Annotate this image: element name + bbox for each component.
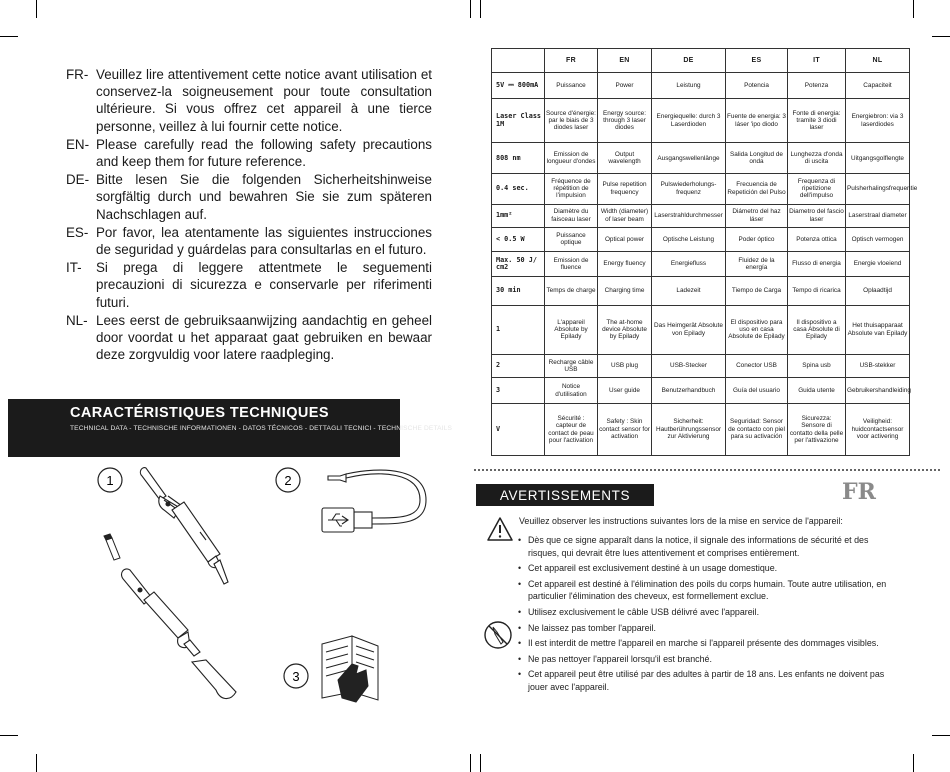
spec-cell: Power bbox=[598, 73, 652, 99]
intro-text: Veuillez lire attentivement cette notice avant utilisation et conservez-la soigneusement pour toute consultation ultérieure. Si vous offrez cet appareil à une tierce personne, veillez à lui fournir cette notice. bbox=[96, 67, 432, 134]
spec-key-cell: Max. 50 J/ cm2 bbox=[492, 251, 545, 277]
spec-cell: Diametro del fascio laser bbox=[788, 204, 846, 227]
spec-cell: Temps de charge bbox=[545, 277, 598, 305]
spec-cell: Frequenza di ripetizione dell'impulso bbox=[788, 174, 846, 205]
spec-cell: Ausgangswellenlänge bbox=[652, 143, 726, 174]
column-header: IT bbox=[788, 49, 846, 73]
tip-cap-icon bbox=[104, 534, 120, 560]
spec-cell: Source d'énergie: par le biais de 3 diodes laser bbox=[545, 98, 598, 143]
spec-cell: Energiebron: via 3 laserdiodes bbox=[846, 98, 910, 143]
spec-cell: L'appareil Absolute by Epilady bbox=[545, 305, 598, 354]
spec-banner bbox=[8, 399, 453, 457]
warnings-intro: Veuillez observer les instructions suivantes lors de la mise en service de l'appareil: bbox=[519, 516, 843, 526]
laser-pen-icon bbox=[140, 468, 228, 584]
table-row bbox=[492, 143, 910, 174]
warning-item: • Ne laissez pas tomber l'appareil. bbox=[516, 622, 888, 635]
spec-key-cell: Laser Class 1M bbox=[492, 98, 545, 143]
spec-cell: Ladezeit bbox=[652, 277, 726, 305]
crop-mark bbox=[0, 735, 18, 736]
spec-cell: Puissance bbox=[545, 73, 598, 99]
table-row bbox=[492, 204, 910, 227]
spec-cell: USB-stekker bbox=[846, 354, 910, 377]
table-row bbox=[492, 73, 910, 99]
spec-banner-subtitle: TECHNICAL DATA - TECHNISCHE INFORMATIONEN - DATOS TÉCNICOS - DETTAGLI TECNICI - TECHNISCHE DETAILS bbox=[70, 425, 453, 432]
spec-cell: Diamètre du faisceau laser bbox=[545, 204, 598, 227]
crop-mark bbox=[913, 754, 914, 772]
spec-key-cell: 30 min bbox=[492, 277, 545, 305]
table-row bbox=[492, 98, 910, 143]
spec-cell: Fonte di energia: tramite 3 diodi laser bbox=[788, 98, 846, 143]
table-row bbox=[492, 228, 910, 251]
spec-cell: Guía del usuario bbox=[726, 378, 788, 404]
spec-cell: Salida Longitud de onda bbox=[726, 143, 788, 174]
spec-cell: Das Heimgerät Absolute von Epilady bbox=[652, 305, 726, 354]
spec-cell: Fuente de energia: 3 láser 'ipo diodo bbox=[726, 98, 788, 143]
language-badge: FR bbox=[842, 479, 876, 505]
spec-cell: USB-Stecker bbox=[652, 354, 726, 377]
warning-item: • Dès que ce signe apparaît dans la notice, il signale des informations de sécurité et des risques, qui devrait être lues attentivement et comprises entièrement. bbox=[516, 534, 888, 559]
warnings-list bbox=[516, 534, 888, 697]
warning-triangle-icon bbox=[486, 516, 514, 542]
spec-cell: Notice d'utilisation bbox=[545, 378, 598, 404]
intro-text: Bitte lesen Sie die folgenden Sicherheitshinweise sorgfältig durch und bewahren Sie sie zum späteren Nachschlagen auf. bbox=[96, 172, 432, 222]
spec-key-cell: 0.4 sec. bbox=[492, 174, 545, 205]
spec-cell: Conector USB bbox=[726, 354, 788, 377]
laser-pen-open-icon bbox=[122, 569, 236, 699]
warnings-banner: AVERTISSEMENTS bbox=[476, 484, 654, 506]
spec-cell: Tiempo de Carga bbox=[726, 277, 788, 305]
table-row bbox=[492, 354, 910, 377]
spec-cell: Sicherheit: Hautberührungssensor zur Aktivierung bbox=[652, 404, 726, 456]
table-row bbox=[492, 305, 910, 354]
intro-notice bbox=[66, 66, 432, 364]
spec-cell: Energie vloeiend bbox=[846, 251, 910, 277]
spec-key-cell: 3 bbox=[492, 378, 545, 404]
intro-text: Lees eerst de gebruiksaanwijzing aandachtig en geheel door voordat u het apparaat gaat gebruiken en bewaar deze zorgvuldig voor latere raadpleging. bbox=[96, 312, 432, 363]
warning-item: • Ne pas nettoyer l'appareil lorsqu'il est branché. bbox=[516, 653, 888, 666]
label-3: 3 bbox=[292, 669, 300, 684]
spec-cell: Optical power bbox=[598, 228, 652, 251]
label-1-circle bbox=[98, 468, 122, 492]
spec-cell: Energiequelle: durch 3 Laserdioden bbox=[652, 98, 726, 143]
spec-cell: Seguridad: Sensor de contacto con piel para su activación bbox=[726, 404, 788, 456]
spec-cell: Charging time bbox=[598, 277, 652, 305]
column-header: ES bbox=[726, 49, 788, 73]
spec-cell: Potenza bbox=[788, 73, 846, 99]
usb-cable-icon bbox=[322, 470, 426, 532]
crop-mark bbox=[480, 0, 481, 18]
spec-cell: Sicurezza: Sensore di contatto della pelle per l'attivazione bbox=[788, 404, 846, 456]
table-row bbox=[492, 378, 910, 404]
spec-cell: Guida utente bbox=[788, 378, 846, 404]
product-illustrations bbox=[60, 460, 480, 730]
spec-cell: Benutzerhandbuch bbox=[652, 378, 726, 404]
crop-mark bbox=[36, 0, 37, 18]
spec-cell: Energy fluency bbox=[598, 251, 652, 277]
warning-item: • Utilisez exclusivement le câble USB délivré avec l'appareil. bbox=[516, 606, 888, 619]
column-header: NL bbox=[846, 49, 910, 73]
spec-cell: Energiefluss bbox=[652, 251, 726, 277]
spec-cell: Il dispositivo a casa Absolute di Epilady bbox=[788, 305, 846, 354]
spec-cell: Laserstrahldurchmesser bbox=[652, 204, 726, 227]
intro-item-de bbox=[66, 171, 432, 223]
crop-mark bbox=[470, 0, 471, 18]
intro-text: Please carefully read the following safety precautions and keep them for future reference. bbox=[96, 136, 432, 170]
table-row bbox=[492, 251, 910, 277]
warning-item: • Il est interdit de mettre l'appareil en marche si l'appareil présente des dommages visibles. bbox=[516, 637, 888, 650]
label-3-circle bbox=[284, 664, 308, 688]
language-code: NL- bbox=[66, 312, 88, 328]
spec-banner-title: CARACTÉRISTIQUES TECHNIQUES bbox=[70, 405, 329, 421]
intro-text: Por favor, lea atentamente las siguientes instrucciones de seguridad y guárdelas para consultarlas en el futuro. bbox=[96, 224, 432, 258]
label-2: 2 bbox=[284, 473, 292, 488]
intro-item-it bbox=[66, 259, 432, 311]
warning-item: • Cet appareil est exclusivement destiné à un usage domestique. bbox=[516, 562, 888, 575]
crop-mark bbox=[470, 754, 471, 772]
spec-cell: User guide bbox=[598, 378, 652, 404]
crop-mark bbox=[36, 754, 37, 772]
spec-cell: Oplaadtijd bbox=[846, 277, 910, 305]
spec-key-cell: 5V ⎓ 800mA bbox=[492, 73, 545, 99]
spec-cell: Laserstraal diameter bbox=[846, 204, 910, 227]
column-header: FR bbox=[545, 49, 598, 73]
spec-cell: Width (diameter) of laser beam bbox=[598, 204, 652, 227]
label-2-circle bbox=[276, 468, 300, 492]
spec-cell: Emission de fluence bbox=[545, 251, 598, 277]
spec-cell: Pulsherhalingsfrequentie bbox=[846, 174, 910, 205]
spec-cell: Safety : Skin contact sensor for activation bbox=[598, 404, 652, 456]
spec-cell: Spina usb bbox=[788, 354, 846, 377]
spec-cell: Potencia bbox=[726, 73, 788, 99]
table-row bbox=[492, 404, 910, 456]
crop-mark bbox=[932, 36, 950, 37]
table-header-row bbox=[492, 49, 910, 73]
spec-key-cell: 808 nm bbox=[492, 143, 545, 174]
spec-cell: Frecuencia de Repetición del Pulso bbox=[726, 174, 788, 205]
spec-key-cell: V bbox=[492, 404, 545, 456]
spec-cell: Het thuisapparaat Absolute van Epilady bbox=[846, 305, 910, 354]
column-header bbox=[492, 49, 545, 73]
crop-mark bbox=[932, 735, 950, 736]
table-row bbox=[492, 174, 910, 205]
column-header: DE bbox=[652, 49, 726, 73]
intro-item-nl bbox=[66, 312, 432, 364]
intro-item-es bbox=[66, 224, 432, 258]
spec-cell: Recharge câble USB bbox=[545, 354, 598, 377]
dotted-separator bbox=[474, 469, 940, 471]
spec-cell: Lunghezza d'onda di uscita bbox=[788, 143, 846, 174]
intro-item-en bbox=[66, 136, 432, 170]
spec-cell: Optische Leistung bbox=[652, 228, 726, 251]
warning-item: • Cet appareil est destiné à l'élimination des poils du corps humain. Toute autre utilisation, en particulier l'élimination des cheveux, est formellement exclue. bbox=[516, 578, 888, 603]
spec-cell: Veiligheid: huidcontactsensor voor activering bbox=[846, 404, 910, 456]
language-code: ES- bbox=[66, 224, 89, 240]
spec-key-cell: < 0.5 W bbox=[492, 228, 545, 251]
intro-item-fr bbox=[66, 66, 432, 135]
column-header: EN bbox=[598, 49, 652, 73]
spec-cell: Pulswiederholungs-frequenz bbox=[652, 174, 726, 205]
spec-cell: Optisch vermogen bbox=[846, 228, 910, 251]
spec-cell: Puissance optique bbox=[545, 228, 598, 251]
language-code: FR- bbox=[66, 67, 89, 82]
spec-cell: Flusso di energia bbox=[788, 251, 846, 277]
spec-cell: Tempo di ricarica bbox=[788, 277, 846, 305]
spec-cell: Fréquence de répétition de l'impulsion bbox=[545, 174, 598, 205]
spec-cell: Poder óptico bbox=[726, 228, 788, 251]
spec-cell: Gebruikershandleiding bbox=[846, 378, 910, 404]
language-code: EN- bbox=[66, 136, 90, 152]
spec-cell: Pulse repetition frequency bbox=[598, 174, 652, 205]
spec-cell: Diámetro del haz láser bbox=[726, 204, 788, 227]
crop-mark bbox=[480, 754, 481, 772]
crop-mark bbox=[913, 0, 914, 18]
warning-item: • Cet appareil peut être utilisé par des adultes à partir de 18 ans. Les enfants ne doivent pas jouer avec l'appareil. bbox=[516, 668, 888, 693]
no-drop-icon bbox=[483, 620, 513, 650]
spec-key-cell: 2 bbox=[492, 354, 545, 377]
spec-key-cell: 1 bbox=[492, 305, 545, 354]
spec-cell: Output wavelength bbox=[598, 143, 652, 174]
table-row bbox=[492, 277, 910, 305]
spec-cell: Fluidez de la energía bbox=[726, 251, 788, 277]
label-1: 1 bbox=[106, 473, 114, 488]
spec-cell: USB plug bbox=[598, 354, 652, 377]
spec-cell: Leistung bbox=[652, 73, 726, 99]
user-guide-icon bbox=[322, 636, 378, 702]
language-code: IT- bbox=[66, 260, 82, 276]
spec-cell: Sécurité : capteur de contact de peau pour l'activation bbox=[545, 404, 598, 456]
language-code: DE- bbox=[66, 172, 90, 188]
intro-text: Si prega di leggere attentmete le seguementi precauzioni di sicurezza e conservarle per riferimenti futuri. bbox=[96, 260, 432, 310]
spec-cell: Potenza ottica bbox=[788, 228, 846, 251]
spec-table bbox=[491, 48, 918, 456]
spec-cell: Energy source: through 3 laser diodes bbox=[598, 98, 652, 143]
spec-key-cell: 1mm² bbox=[492, 204, 545, 227]
spec-cell: Uitgangsgolflengte bbox=[846, 143, 910, 174]
spec-cell: El dispositivo para uso en casa Absolute de Epilady bbox=[726, 305, 788, 354]
crop-mark bbox=[0, 36, 18, 37]
spec-cell: Emission de longueur d'ondes bbox=[545, 143, 598, 174]
spec-cell: The at-home device Absolute by Epilady bbox=[598, 305, 652, 354]
spec-cell: Capaciteit bbox=[846, 73, 910, 99]
